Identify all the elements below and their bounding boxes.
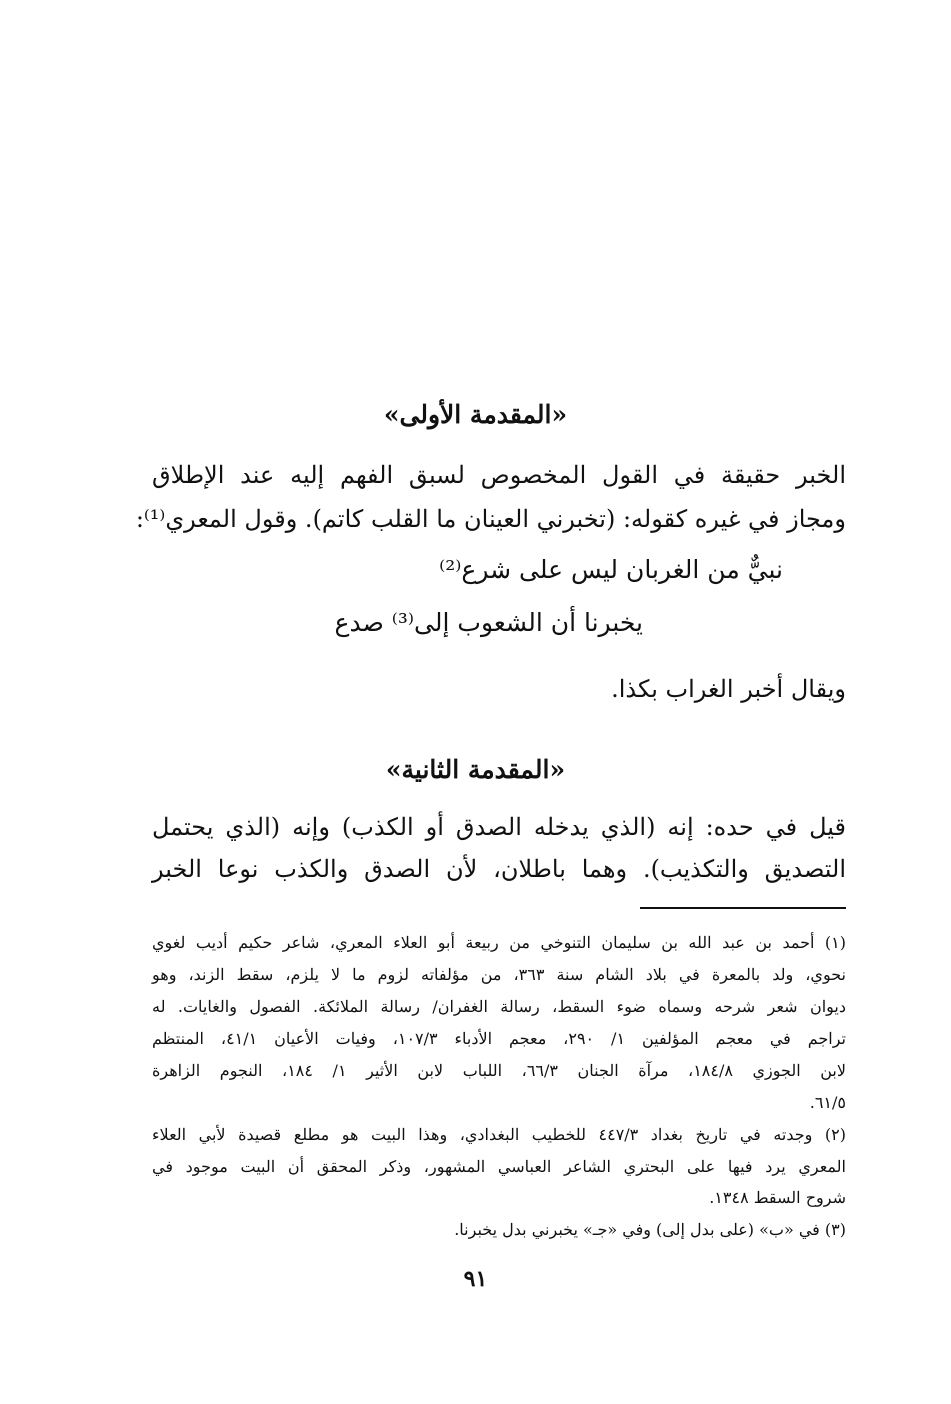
footnote-line: (٢) وجدته في تاريخ بغداد ٤٤٧/٣ للخطيب البغدادي، وهذا البيت هو مطلع قصيدة لأبي العلاء <box>152 1125 846 1144</box>
footnote-separator <box>640 907 846 909</box>
body-line: ومجاز في غيره كقوله: (تخبرني العينان ما القلب كاتم). وقول المعري⁽¹⁾: <box>135 505 846 533</box>
section-heading-first-introduction: «المقدمة الأولى» <box>383 400 568 429</box>
footnote-line: شروح السقط ١٣٤٨. <box>709 1188 846 1207</box>
footnote-line: المعري يرد فيها على البحتري الشاعر العباسي المشهور، وذكر المحقق أن البيت موجود في <box>152 1157 846 1176</box>
body-line: التصديق والتكذيب). وهما باطلان، لأن الصدق والكذب نوعا الخبر <box>152 855 846 883</box>
body-line: الخبر حقيقة في القول المخصوص لسبق الفهم إليه عند الإطلاق <box>152 461 846 489</box>
footnote-line: (١) أحمد بن عبد الله بن سليمان التنوخي من ربيعة أبو العلاء المعري، شاعر حكيم أديب لغوي <box>152 933 846 952</box>
footnote-line: ديوان شعر شرحه وسماه ضوء السقط، رسالة الغفران/ رسالة الملائكة. الفصول والغايات. له <box>152 997 846 1016</box>
body-line: ويقال أخبر الغراب بكذا. <box>611 675 846 703</box>
footnote-line: ٦١/٥. <box>809 1093 846 1112</box>
footnote-line: تراجم في معجم المؤلفين ١/ ٢٩٠، معجم الأدباء ١٠٧/٣، وفيات الأعيان ٤١/١، المنتظم <box>152 1029 847 1048</box>
footnote-line: لابن الجوزي ١٨٤/٨، مرآة الجنان ٦٦/٣، اللباب لابن الأثير ١/ ١٨٤، النجوم الزاهرة <box>152 1061 847 1080</box>
footnote-line: (٣) في «ب» (على بدل إلى) وفي «جـ» يخبرني بدل يخبرنا. <box>454 1220 846 1239</box>
page-number: ٩١ <box>463 1266 488 1292</box>
verse-second-hemistich: يخبرنا أن الشعوب إلى⁽³⁾ صدع <box>334 608 643 637</box>
verse-first-hemistich: نبيٌّ من الغربان ليس على شرع⁽²⁾ <box>439 555 783 584</box>
body-line: قيل في حده: إنه (الذي يدخله الصدق أو الكذب) وإنه (الذي يحتمل <box>152 813 846 841</box>
footnote-line: نحوي، ولد بالمعرة في بلاد الشام سنة ٣٦٣، من مؤلفاته لزوم ما لا يلزم، سقط الزند، وهو <box>152 965 847 984</box>
section-heading-second-introduction: «المقدمة الثانية» <box>385 755 566 784</box>
